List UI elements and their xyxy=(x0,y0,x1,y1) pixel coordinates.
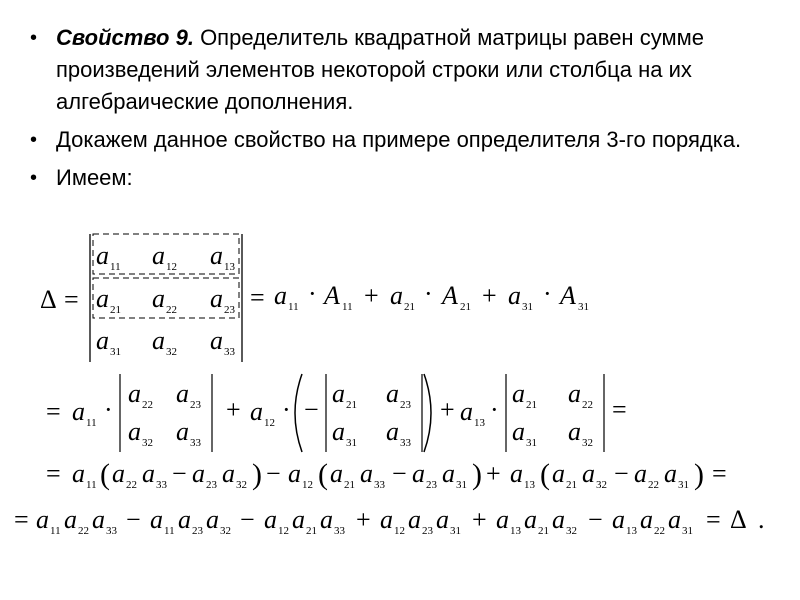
period: . xyxy=(758,505,765,534)
bullet-dot: • xyxy=(30,27,38,49)
term-a: a xyxy=(330,459,343,488)
delta-symbol: Δ xyxy=(40,285,57,314)
sub: 11 xyxy=(342,301,353,313)
sub: 21 xyxy=(566,479,577,491)
term-a: a xyxy=(612,505,625,534)
final-line xyxy=(14,505,765,537)
sub: 11 xyxy=(164,525,175,537)
sub: 12 xyxy=(264,417,275,429)
minus: − xyxy=(588,505,603,534)
sub: 21 xyxy=(460,301,471,313)
term-a: a xyxy=(320,505,333,534)
term-a: a xyxy=(360,459,373,488)
sub-11: 11 xyxy=(110,261,121,273)
m-a: a xyxy=(512,417,525,446)
minors-line xyxy=(46,374,627,452)
sub-22: 22 xyxy=(166,304,177,316)
term-a: a xyxy=(178,505,191,534)
term-a: a xyxy=(552,459,565,488)
m-a: a xyxy=(128,417,141,446)
term-a: a xyxy=(582,459,595,488)
sub-33: 33 xyxy=(224,346,235,358)
dot: · xyxy=(308,279,317,308)
m-a: a xyxy=(332,417,345,446)
term-a: a xyxy=(668,505,681,534)
sub-12: 12 xyxy=(166,261,177,273)
term-a: a xyxy=(142,459,155,488)
equals-sign: = xyxy=(712,459,727,488)
sub: 33 xyxy=(190,437,201,449)
sub: 21 xyxy=(344,479,355,491)
plus: + xyxy=(226,395,241,424)
term-a: a xyxy=(72,459,85,488)
m-a: a xyxy=(176,379,189,408)
term-a: a xyxy=(92,505,105,534)
term-a: a xyxy=(412,459,425,488)
sub: 21 xyxy=(346,399,357,411)
sub-13: 13 xyxy=(224,261,235,273)
entry-a11: a xyxy=(96,241,109,270)
minus: − xyxy=(172,459,187,488)
sub: 13 xyxy=(510,525,521,537)
term-a: a xyxy=(524,505,537,534)
equals-sign: = xyxy=(14,505,29,534)
sub: 31 xyxy=(346,437,357,449)
sub: 33 xyxy=(106,525,117,537)
term-A: A xyxy=(324,281,340,310)
matrix-3x3 xyxy=(96,241,236,358)
sub: 22 xyxy=(648,479,659,491)
sub: 21 xyxy=(526,399,537,411)
equals-sign: = xyxy=(46,397,61,426)
entry-a13: a xyxy=(210,241,223,270)
minus: − xyxy=(392,459,407,488)
term-a: a xyxy=(408,505,421,534)
sub: 32 xyxy=(142,437,153,449)
sub: 31 xyxy=(522,301,533,313)
sub: 32 xyxy=(582,437,593,449)
sub: 21 xyxy=(404,301,415,313)
term-a: a xyxy=(72,397,85,426)
plus: + xyxy=(356,505,371,534)
dot: · xyxy=(104,395,113,424)
equals-sign: = xyxy=(612,395,627,424)
sub: 31 xyxy=(450,525,461,537)
property-title: Свойство 9. xyxy=(56,25,194,50)
plus: + xyxy=(482,281,497,310)
term-a: a xyxy=(380,505,393,534)
property-text: Определитель квадратной матрицы равен сумме произведений элементов некоторой строки или столбца на их алгебраические дополнения. xyxy=(56,25,704,114)
sub: 12 xyxy=(394,525,405,537)
m-a: a xyxy=(176,417,189,446)
term-a: a xyxy=(288,459,301,488)
have-text: Имеем: xyxy=(56,165,133,190)
sub: 23 xyxy=(422,525,433,537)
sub: 33 xyxy=(374,479,385,491)
minus: − xyxy=(126,505,141,534)
plus: + xyxy=(364,281,379,310)
sub: 23 xyxy=(400,399,411,411)
term-a: a xyxy=(436,505,449,534)
entry-a22: a xyxy=(152,284,165,313)
entry-a32: a xyxy=(152,326,165,355)
term-a: a xyxy=(206,505,219,534)
m-a: a xyxy=(568,417,581,446)
entry-a33: a xyxy=(210,326,223,355)
paren: ) xyxy=(694,458,704,491)
term-a: a xyxy=(640,505,653,534)
sub: 31 xyxy=(526,437,537,449)
term-a: a xyxy=(250,397,263,426)
plus: + xyxy=(472,505,487,534)
sub: 21 xyxy=(538,525,549,537)
m-a: a xyxy=(568,379,581,408)
paren: ) xyxy=(472,458,482,491)
sub: 21 xyxy=(306,525,317,537)
m-a: a xyxy=(332,379,345,408)
sub: 32 xyxy=(596,479,607,491)
sub: 11 xyxy=(86,479,97,491)
minus: − xyxy=(614,459,629,488)
paren: ) xyxy=(252,458,262,491)
entry-a21: a xyxy=(96,284,109,313)
sub: 32 xyxy=(220,525,231,537)
term-a: a xyxy=(192,459,205,488)
term-a: a xyxy=(222,459,235,488)
term-a: a xyxy=(150,505,163,534)
paren-right xyxy=(424,374,431,452)
term-a: a xyxy=(508,281,521,310)
term-a: a xyxy=(64,505,77,534)
sub: 11 xyxy=(288,301,299,313)
proof-text: Докажем данное свойство на примере определителя 3-го порядка. xyxy=(56,127,742,152)
term-a: a xyxy=(664,459,677,488)
sub: 23 xyxy=(426,479,437,491)
dot: · xyxy=(424,279,433,308)
equals-sign: = xyxy=(64,285,79,314)
equals-sign: = xyxy=(250,283,265,312)
sub: 13 xyxy=(626,525,637,537)
delta-symbol: Δ xyxy=(730,505,747,534)
entry-a31: a xyxy=(96,326,109,355)
sub-31: 31 xyxy=(110,346,121,358)
sub: 31 xyxy=(678,479,689,491)
sub: 22 xyxy=(126,479,137,491)
term-a: a xyxy=(112,459,125,488)
sub: 33 xyxy=(400,437,411,449)
entry-a12: a xyxy=(152,241,165,270)
paren: ( xyxy=(100,458,110,491)
sub: 22 xyxy=(582,399,593,411)
paren: ( xyxy=(318,458,328,491)
term-a: a xyxy=(496,505,509,534)
term-A: A xyxy=(442,281,458,310)
bullet-dot: • xyxy=(30,167,38,189)
paren-left xyxy=(295,374,302,452)
term-A: A xyxy=(560,281,576,310)
expansion-cofactors xyxy=(250,279,589,313)
dot: · xyxy=(543,279,552,308)
m-a: a xyxy=(128,379,141,408)
minus: − xyxy=(304,395,319,424)
sub: 32 xyxy=(566,525,577,537)
minus: − xyxy=(266,459,281,488)
sub: 11 xyxy=(50,525,61,537)
term-a: a xyxy=(292,505,305,534)
sub-23: 23 xyxy=(224,304,235,316)
sub: 23 xyxy=(192,525,203,537)
m-a: a xyxy=(386,379,399,408)
term-a: a xyxy=(274,281,287,310)
entry-a23: a xyxy=(210,284,223,313)
sub: 12 xyxy=(278,525,289,537)
term-a: a xyxy=(442,459,455,488)
sub: 22 xyxy=(142,399,153,411)
sub-32: 32 xyxy=(166,346,177,358)
sub: 33 xyxy=(156,479,167,491)
sub: 11 xyxy=(86,417,97,429)
sub: 22 xyxy=(654,525,665,537)
equals-sign: = xyxy=(706,505,721,534)
minus: − xyxy=(240,505,255,534)
paren: ( xyxy=(540,458,550,491)
term-a: a xyxy=(264,505,277,534)
sub-21: 21 xyxy=(110,304,121,316)
plus: + xyxy=(440,395,455,424)
sub: 31 xyxy=(456,479,467,491)
m-a: a xyxy=(386,417,399,446)
term-a: a xyxy=(552,505,565,534)
term-a: a xyxy=(510,459,523,488)
dot: · xyxy=(490,395,499,424)
equals-sign: = xyxy=(46,459,61,488)
plus: + xyxy=(486,459,501,488)
sub: 23 xyxy=(190,399,201,411)
sub: 12 xyxy=(302,479,313,491)
term-a: a xyxy=(460,397,473,426)
sub: 23 xyxy=(206,479,217,491)
products-line xyxy=(46,458,727,491)
term-a: a xyxy=(634,459,647,488)
sub: 32 xyxy=(236,479,247,491)
term-a: a xyxy=(390,281,403,310)
sub: 13 xyxy=(474,417,485,429)
sub: 13 xyxy=(524,479,535,491)
sub: 22 xyxy=(78,525,89,537)
sub: 33 xyxy=(334,525,345,537)
sub: 31 xyxy=(682,525,693,537)
bullet-dot: • xyxy=(30,129,38,151)
term-a: a xyxy=(36,505,49,534)
sub: 31 xyxy=(578,301,589,313)
m-a: a xyxy=(512,379,525,408)
dot: · xyxy=(282,395,291,424)
